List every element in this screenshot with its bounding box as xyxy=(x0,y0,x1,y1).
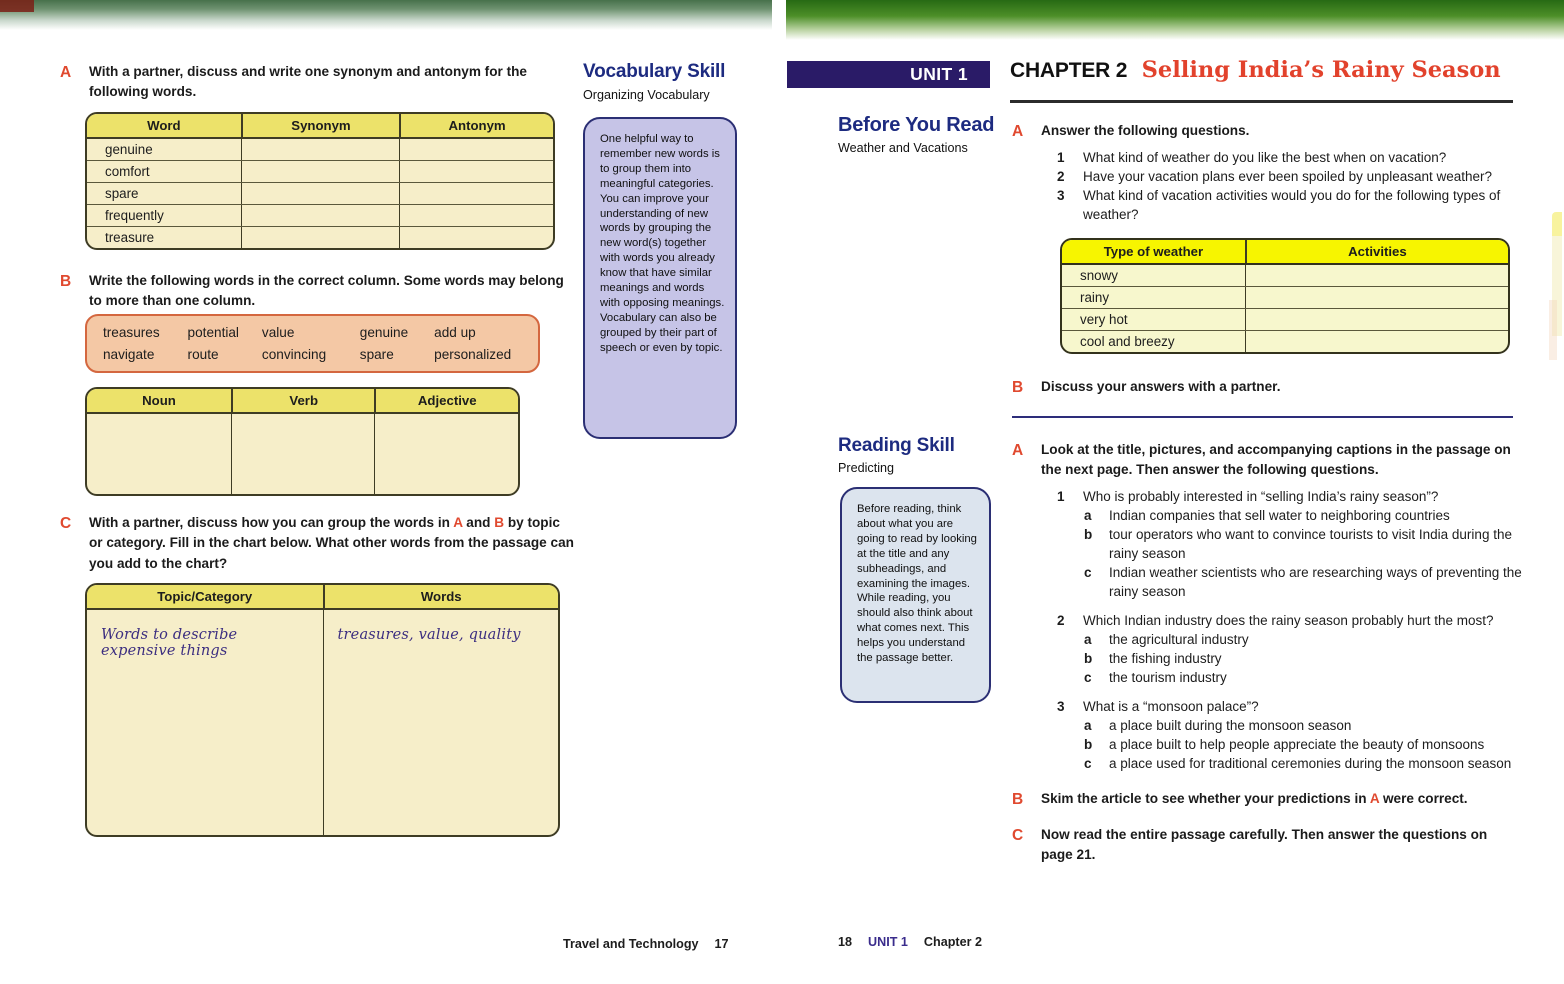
column-header: Antonym xyxy=(399,114,553,137)
word-item: treasures xyxy=(103,325,160,340)
before-you-read-subtitle: Weather and Vacations xyxy=(838,141,968,155)
word-item: convincing xyxy=(261,347,327,362)
word-item: potential xyxy=(187,325,239,340)
answer-option[interactable]: b tour operators who want to convince tourists to visit India during the rainy season xyxy=(1084,527,1512,561)
table-row xyxy=(1062,331,1508,352)
section-instruction: Write the following words in the correct column. Some words may belong to more than one column. xyxy=(89,273,564,309)
table-row xyxy=(1062,265,1508,287)
fill-in-cell[interactable] xyxy=(1245,265,1508,286)
table-row xyxy=(87,227,553,248)
topic-category-table xyxy=(85,583,560,837)
footer-page-number: 18 xyxy=(838,935,853,949)
answer-option[interactable]: a the agricultural industry xyxy=(1084,632,1249,647)
section-letter: C xyxy=(1012,827,1024,844)
vocabulary-skill-title: Vocabulary Skill xyxy=(583,61,726,82)
column-header: Verb xyxy=(231,389,375,412)
weather-cell: snowy xyxy=(1080,268,1118,283)
section-instruction: Now read the entire passage carefully. Then answer the questions on page 21. xyxy=(1041,827,1488,863)
question: 2 Have your vacation plans ever been spoiled by unpleasant weather? xyxy=(1057,169,1493,184)
handwritten-words[interactable]: treasures, value, quality xyxy=(323,610,559,835)
column-header: Activities xyxy=(1245,240,1508,263)
table-row xyxy=(87,139,553,161)
chapter-title-rule xyxy=(1010,100,1513,103)
reading-skill-title: Reading Skill xyxy=(838,435,955,456)
right-page-footer xyxy=(838,935,998,949)
fill-in-cell[interactable] xyxy=(399,139,553,160)
weather-cell: rainy xyxy=(1080,290,1110,305)
reading-section-a xyxy=(1012,440,1522,481)
column-header: Word xyxy=(147,118,181,133)
question-block: 3 What is a “monsoon palace”? a a place built during the monsoon season b a place built to help people appreciate the beauty of monsoons c a place used for traditional ceremonies during the monsoon season xyxy=(1057,697,1525,773)
column-header: Topic/Category xyxy=(157,589,253,604)
column-header: Synonym xyxy=(241,114,399,137)
chapter-title: Selling India’s Rainy Season xyxy=(1141,57,1501,83)
chapter-label: CHAPTER 2 xyxy=(1010,59,1128,82)
ref-letter-a: A xyxy=(1369,791,1380,806)
question: 3 What kind of vacation activities would you do for the following types of weather? xyxy=(1057,188,1501,222)
fill-in-cell[interactable] xyxy=(1245,331,1508,352)
column-header: Noun xyxy=(142,393,176,408)
reading-section-b xyxy=(1012,789,1522,811)
fill-in-cell[interactable] xyxy=(241,205,399,226)
weather-activities-table xyxy=(1060,238,1510,354)
vocabulary-skill-box: One helpful way to remember new words is to group them into meaningful categories. You can improve your understanding of new words by grouping the new word(s) together with words you already know that have similar meanings and words with opposing meanings. Vocabulary can also be grouped by their part of speech or even by topic. xyxy=(583,117,737,439)
fill-in-cell[interactable] xyxy=(241,183,399,204)
vocabulary-skill-subtitle: Organizing Vocabulary xyxy=(583,88,710,102)
reading-skill-subtitle: Predicting xyxy=(838,461,895,475)
handwritten-topic[interactable]: Words to describe expensive things xyxy=(101,627,238,659)
column-header: Words xyxy=(323,585,559,608)
corner-smudge xyxy=(0,0,34,12)
fill-in-cell[interactable] xyxy=(399,205,553,226)
word-item: value xyxy=(261,325,295,340)
table-row xyxy=(87,610,558,835)
question: 1 What kind of weather do you like the best when on vacation? xyxy=(1057,150,1447,165)
left-section-a xyxy=(60,62,568,103)
section-instruction: Answer the following questions. xyxy=(1041,123,1250,138)
reading-section-c xyxy=(1012,825,1512,866)
table-row xyxy=(1062,309,1508,331)
answer-option[interactable]: a Indian companies that sell water to neighboring countries xyxy=(1084,508,1450,523)
fill-in-cell[interactable] xyxy=(241,139,399,160)
chapter-heading xyxy=(1010,57,1515,83)
answer-option[interactable]: c the tourism industry xyxy=(1084,670,1227,685)
left-section-b xyxy=(60,271,568,312)
word-item: personalized xyxy=(434,347,512,362)
section-letter: B xyxy=(60,273,72,290)
answer-option[interactable]: c Indian weather scientists who are researching ways of preventing the rainy season xyxy=(1084,565,1522,599)
table-row xyxy=(87,183,553,205)
section-letter: C xyxy=(60,515,72,532)
fill-in-cell[interactable] xyxy=(374,414,518,494)
ref-letter-b: B xyxy=(494,515,505,530)
word-cell: genuine xyxy=(105,142,153,157)
column-header: Adjective xyxy=(374,389,518,412)
table-header-row xyxy=(1062,240,1508,265)
section-letter: A xyxy=(1012,442,1024,459)
next-page-edge xyxy=(1549,0,1564,984)
section-divider-rule xyxy=(1012,416,1513,418)
question-block: 1 Who is probably interested in “selling India’s rainy season”? a Indian companies that sell water to neighboring countries b tour operators who want to convince tourists to visit India during the rainy season c Indian weather scientists who are researching ways of preventing the rainy season xyxy=(1057,487,1525,601)
footer-unit: UNIT 1 xyxy=(868,935,908,949)
table-row xyxy=(87,205,553,227)
byr-section-a xyxy=(1012,121,1517,143)
answer-option[interactable]: b a place built to help people appreciate the beauty of monsoons xyxy=(1084,737,1485,752)
section-letter: A xyxy=(60,64,72,81)
question-block: 2 Which Indian industry does the rainy season probably hurt the most? a the agricultural industry b the fishing industry c the tourism industry xyxy=(1057,611,1525,687)
section-instruction: With a partner, discuss and write one synonym and antonym for the following words. xyxy=(89,64,527,100)
table-header-row xyxy=(87,114,553,139)
footer-page-number: 17 xyxy=(714,937,729,951)
fill-in-cell[interactable] xyxy=(1245,287,1508,308)
reading-questions xyxy=(1057,487,1525,783)
weather-cell: cool and breezy xyxy=(1080,334,1175,349)
fill-in-cell[interactable] xyxy=(399,161,553,182)
word-item: add up xyxy=(434,325,476,340)
byr-questions xyxy=(1057,148,1522,224)
table-header-row xyxy=(87,389,518,414)
fill-in-cell[interactable] xyxy=(241,227,399,248)
word-cell: treasure xyxy=(105,230,155,245)
answer-option[interactable]: a a place built during the monsoon season xyxy=(1084,718,1352,733)
word-item: route xyxy=(187,347,219,362)
fill-in-cell[interactable] xyxy=(1245,309,1508,330)
section-letter: B xyxy=(1012,379,1024,396)
before-you-read-title: Before You Read xyxy=(838,114,995,136)
fill-in-cell[interactable] xyxy=(87,414,231,494)
section-instruction: Discuss your answers with a partner. xyxy=(1041,379,1281,394)
column-header: Type of weather xyxy=(1103,244,1204,259)
fill-in-cell[interactable] xyxy=(231,414,375,494)
section-letter: A xyxy=(1012,123,1024,140)
word-item: navigate xyxy=(103,347,155,362)
table-header-row xyxy=(87,585,558,610)
fill-in-cell[interactable] xyxy=(399,227,553,248)
word-bank-box xyxy=(85,314,540,373)
word-item: genuine xyxy=(359,325,409,340)
top-banner-left xyxy=(0,0,772,30)
word-item: spare xyxy=(359,347,394,362)
footer-chapter: Chapter 2 xyxy=(923,935,982,949)
synonym-antonym-table xyxy=(85,112,555,250)
unit-banner: UNIT 1 xyxy=(787,61,990,88)
byr-section-b xyxy=(1012,377,1517,399)
section-instruction: Look at the title, pictures, and accompanying captions in the passage on the next page. Then answer the following questions. xyxy=(1041,442,1511,478)
ref-letter-a: A xyxy=(453,515,463,530)
left-page-footer xyxy=(563,937,745,951)
word-cell: comfort xyxy=(105,164,150,179)
table-row xyxy=(1062,287,1508,309)
section-instruction: Skim the article to see whether your predictions in A were correct. xyxy=(1041,791,1468,806)
part-of-speech-table xyxy=(85,387,520,496)
answer-option[interactable]: b the fishing industry xyxy=(1084,651,1222,666)
weather-cell: very hot xyxy=(1080,312,1128,327)
fill-in-cell[interactable] xyxy=(399,183,553,204)
section-letter: B xyxy=(1012,791,1024,808)
reading-skill-box: Before reading, think about what you are going to read by looking at the title and any subheadings, and examining the images. While reading, you should also think about what comes next. This helps you understand the passage better. xyxy=(840,487,991,703)
word-cell: spare xyxy=(105,186,139,201)
word-cell: frequently xyxy=(105,208,164,223)
left-section-c xyxy=(60,513,575,574)
footer-title: Travel and Technology xyxy=(563,937,699,951)
answer-option[interactable]: c a place used for traditional ceremonies during the monsoon season xyxy=(1084,756,1512,771)
table-row xyxy=(87,161,553,183)
top-banner-right xyxy=(786,0,1564,40)
table-row xyxy=(87,414,518,494)
fill-in-cell[interactable] xyxy=(241,161,399,182)
section-instruction: With a partner, discuss how you can group the words in A and B by topic or category. Fill in the chart below. What other words from the passage can you add to the chart? xyxy=(89,515,574,571)
